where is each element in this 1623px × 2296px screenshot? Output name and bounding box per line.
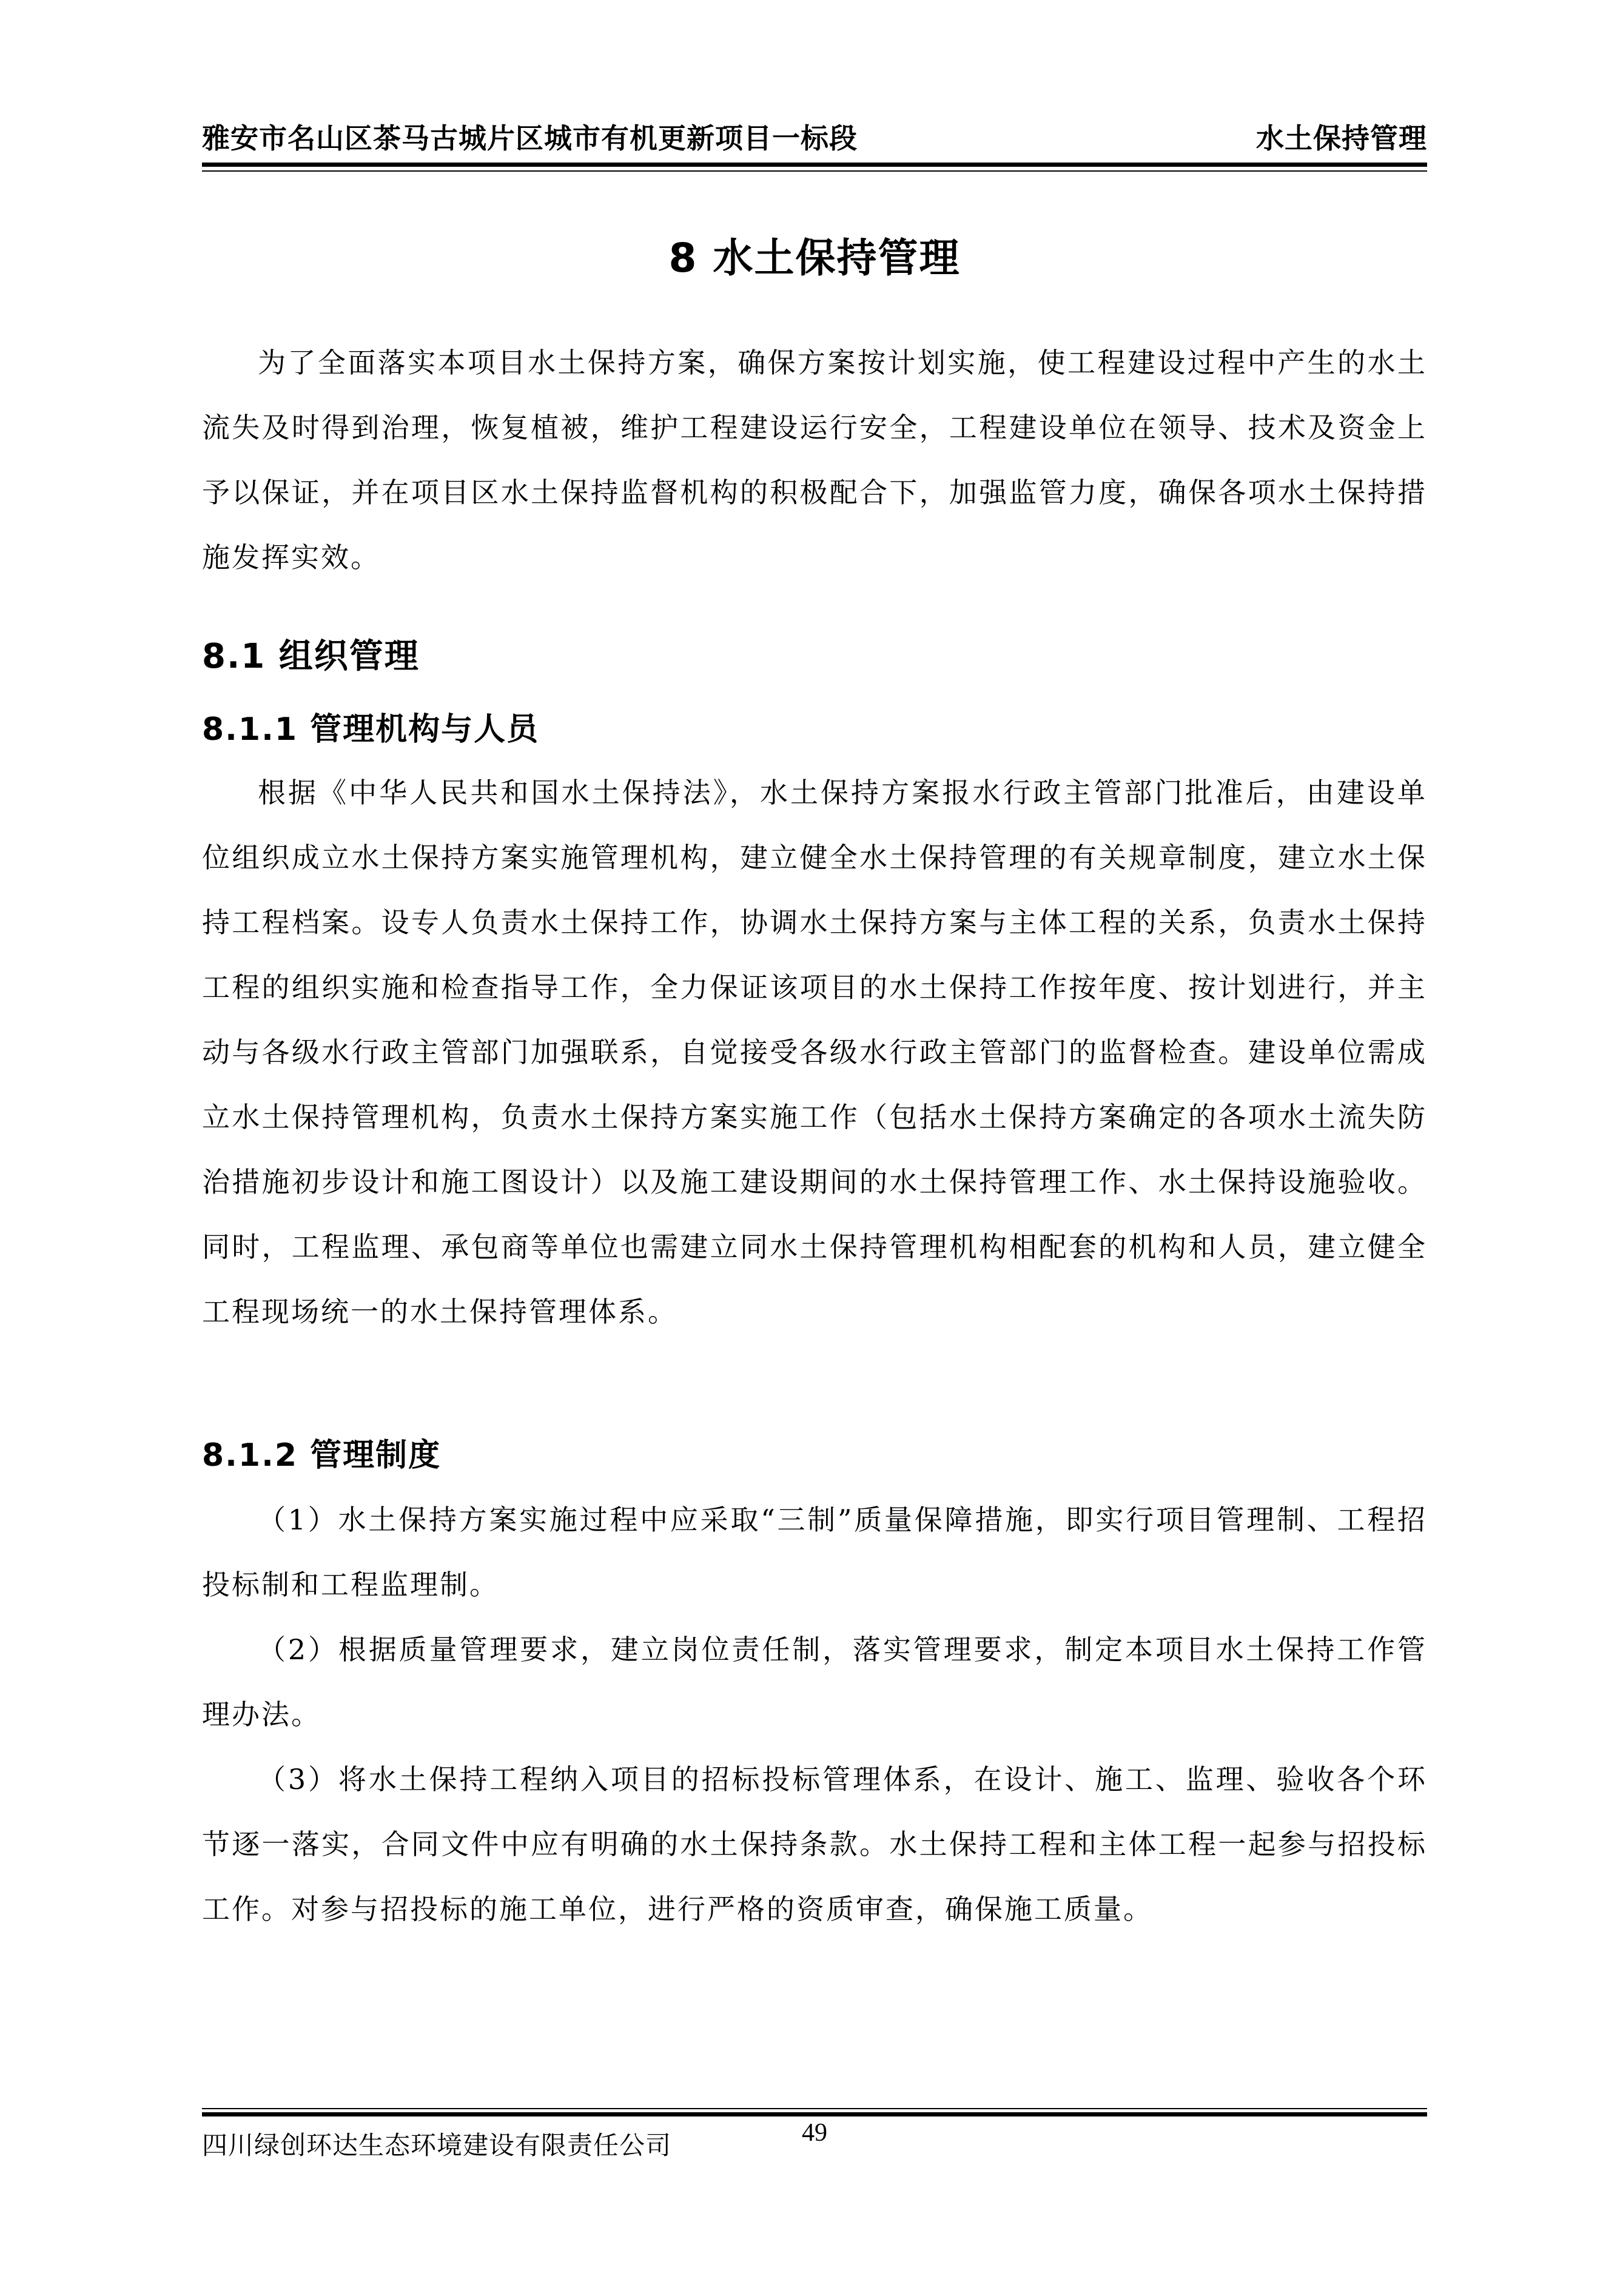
chapter-title: 8 水土保持管理 xyxy=(668,235,961,281)
list-item: （3）将水土保持工程纳入项目的招标投标管理体系，在设计、施工、监理、验收各个环节逐一落实，合同文件中应有明确的水土保持条款。水土保持工程和主体工程一起参与招投标工作。对参与招投标的施工单位，进行严格的资质审查，确保施工质量。 xyxy=(202,1763,1427,1925)
footer-company: 四川绿创环达生态环境建设有限责任公司 xyxy=(202,2130,672,2160)
footer-rule xyxy=(202,2112,1427,2116)
subsection-heading-8-1-2: 8.1.2 管理制度 xyxy=(202,1437,442,1474)
header-rule xyxy=(202,163,1427,167)
footer-rule-thin xyxy=(202,2108,1427,2109)
page-number: 49 xyxy=(802,2119,827,2147)
page-header xyxy=(202,114,1427,156)
header-project-title: 雅安市名山区茶马古城片区城市有机更新项目一标段 xyxy=(202,122,858,155)
list-item: （1）水土保持方案实施过程中应采取“三制”质量保障措施，即实行项目管理制、工程招投标制和工程监理制。 xyxy=(202,1503,1427,1601)
section-heading-8-1: 8.1 组织管理 xyxy=(202,637,420,676)
body-paragraph-8-1-1: 根据《中华人民共和国水土保持法》，水土保持方案报水行政主管部门批准后，由建设单位组织成立水土保持方案实施管理机构，建立健全水土保持管理的有关规章制度，建立水土保持工程档案。设专人负责水土保持工作，协调水土保持方案与主体工程的关系，负责水土保持工程的组织实施和检查指导工作，全力保证该项目的水土保持工作按年度、按计划进行，并主动与各级水行政主管部门加强联系，自觉接受各级水行政主管部门的监督检查。建设单位需成立水土保持管理机构，负责水土保持方案实施工作（包括水土保持方案确定的各项水土流失防治措施初步设计和施工图设计）以及施工建设期间的水土保持管理工作、水土保持设施验收。同时，工程监理、承包商等单位也需建立同水土保持管理机构相配套的机构和人员，建立健全工程现场统一的水土保持管理体系。 xyxy=(202,776,1427,1328)
header-section-title: 水土保持管理 xyxy=(1256,122,1427,155)
subsection-heading-8-1-1: 8.1.1 管理机构与人员 xyxy=(202,711,540,748)
intro-paragraph: 为了全面落实本项目水土保持方案，确保方案按计划实施，使工程建设过程中产生的水土流失及时得到治理，恢复植被，维护工程建设运行安全，工程建设单位在领导、技术及资金上予以保证，并在项目区水土保持监督机构的积极配合下，加强监管力度，确保各项水土保持措施发挥实效。 xyxy=(202,346,1427,574)
header-rule-thin xyxy=(202,170,1427,172)
list-item: （2）根据质量管理要求，建立岗位责任制，落实管理要求，制定本项目水土保持工作管理办法。 xyxy=(202,1633,1427,1731)
